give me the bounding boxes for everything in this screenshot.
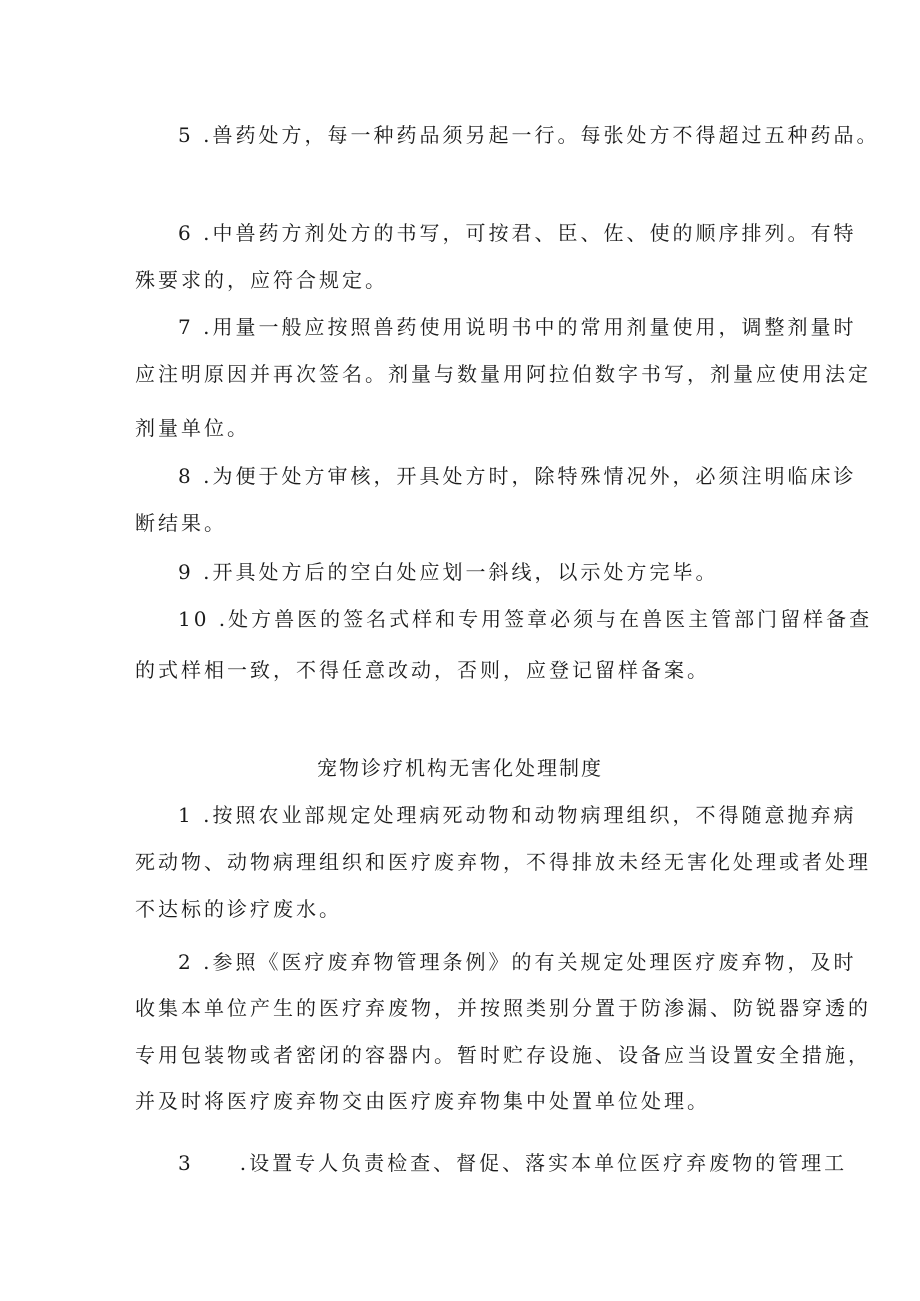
rule-1-line-2: 死动物、动物病理组织和医疗废弃物，不得排放未经无害化处理或者处理 — [135, 850, 871, 874]
rule-2-line-3: 专用包装物或者密闭的容器内。暂时贮存设施、设备应当设置安全措施， — [135, 1043, 871, 1067]
section-title: 宠物诊疗机构无害化处理制度 — [317, 756, 603, 780]
paragraph-7-line-2: 应注明原因并再次签名。剂量与数量用阿拉伯数字书写，剂量应使用法定 — [135, 362, 871, 386]
paragraph-7-line-3: 剂量单位。 — [135, 416, 250, 440]
paragraph-8-line-2: 断结果。 — [135, 511, 227, 535]
rule-2-line-4: 并及时将医疗废弃物交由医疗废弃物集中处置单位处理。 — [135, 1089, 710, 1113]
rule-2-line-1: 2 .参照《医疗废弃物管理条例》的有关规定处理医疗废弃物，及时 — [178, 950, 857, 974]
rule-3-line-1: 3 .设置专人负责检查、督促、落实本单位医疗弃废物的管理工 — [178, 1151, 848, 1175]
rule-1-line-3: 不达标的诊疗废水。 — [135, 897, 342, 921]
rule-1-line-1: 1 .按照农业部规定处理病死动物和动物病理组织，不得随意抛弃病 — [178, 803, 857, 827]
paragraph-10-line-1: 10 .处方兽医的签名式样和专用签章必须与在兽医主管部门留样备查 — [178, 607, 873, 631]
paragraph-6-line-1: 6 .中兽药方剂处方的书写，可按君、臣、佐、使的顺序排列。有特 — [178, 221, 857, 245]
rule-2-line-2: 收集本单位产生的医疗弃废物，并按照类别分置于防渗漏、防锐器穿透的 — [135, 996, 871, 1020]
paragraph-9: 9 .开具处方后的空白处应划一斜线，以示处方完毕。 — [178, 560, 719, 584]
paragraph-6-line-2: 殊要求的，应符合规定。 — [135, 268, 388, 292]
paragraph-10-line-2: 的式样相一致，不得任意改动，否则，应登记留样备案。 — [135, 658, 710, 682]
paragraph-5: 5 .兽药处方，每一种药品须另起一行。每张处方不得超过五种药品。 — [178, 123, 880, 147]
paragraph-8-line-1: 8 .为便于处方审核，开具处方时，除特殊情况外，必须注明临床诊 — [178, 464, 857, 488]
paragraph-7-line-1: 7 .用量一般应按照兽药使用说明书中的常用剂量使用，调整剂量时 — [178, 315, 857, 339]
